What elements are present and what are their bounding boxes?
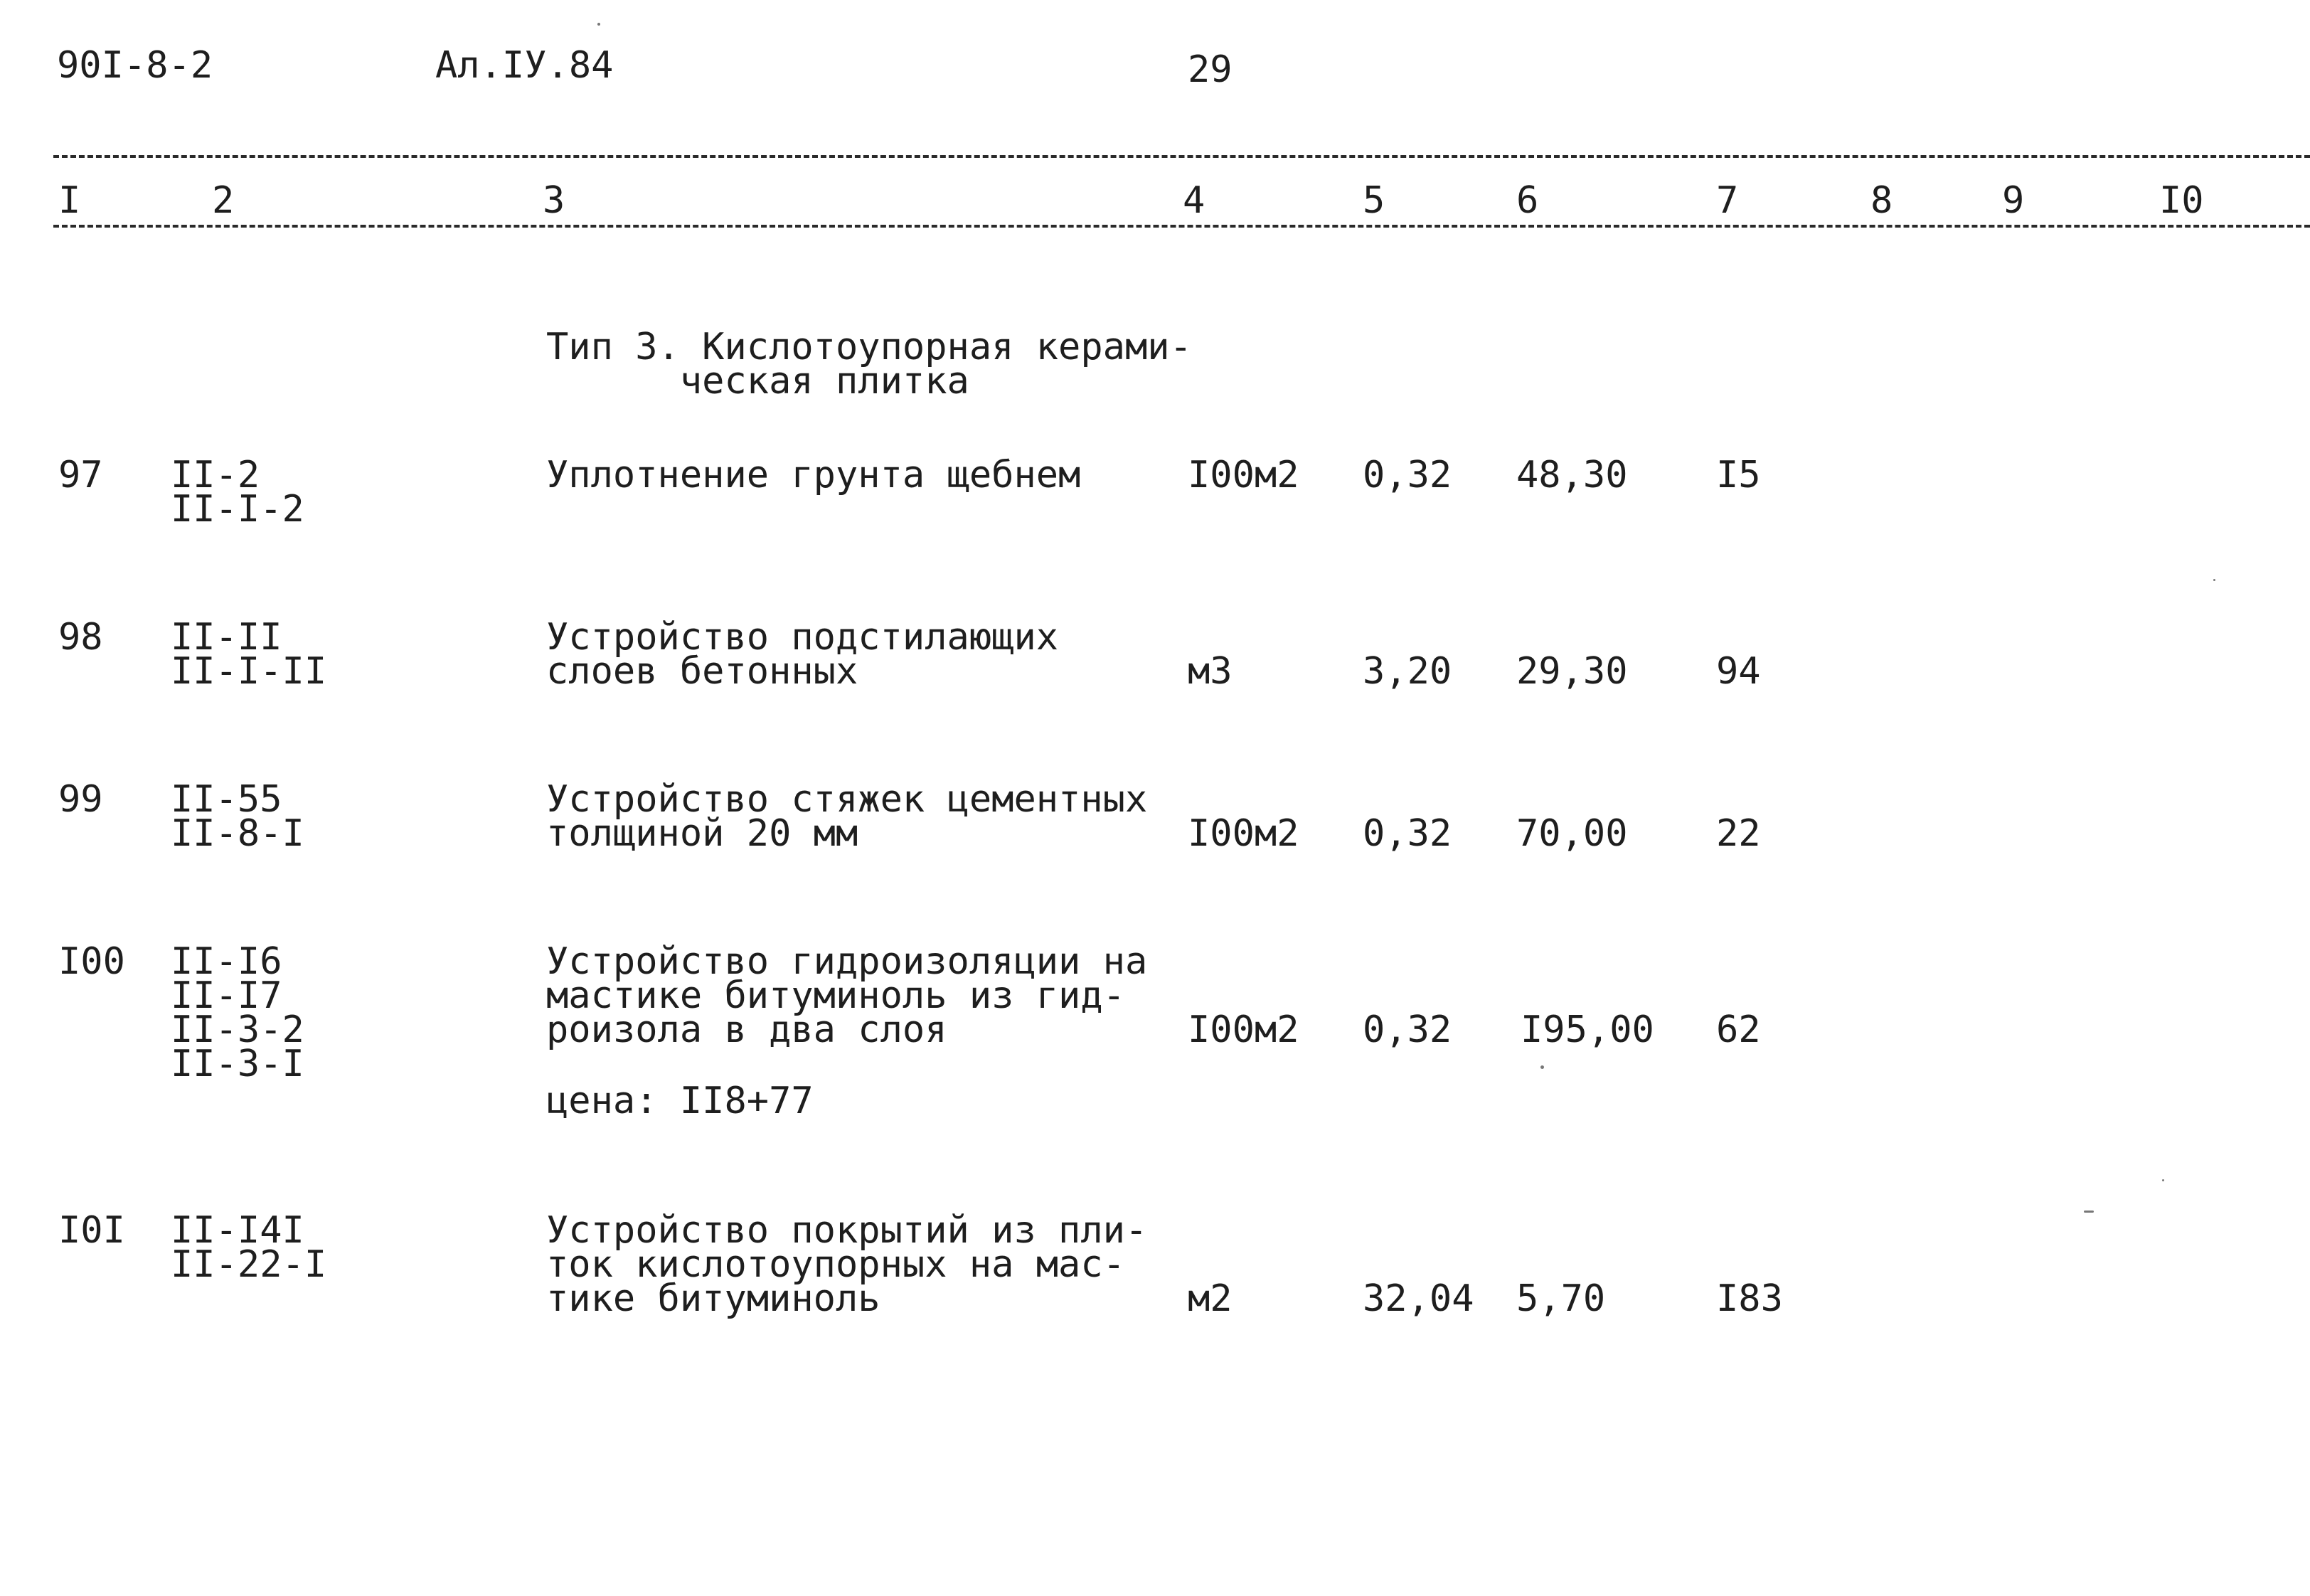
column-number-2: 2: [212, 179, 235, 222]
row-total: 94: [1716, 650, 1761, 693]
row-unit-price: I95,00: [1521, 1009, 1654, 1051]
column-number-1: I: [58, 179, 81, 222]
row-number: 99: [58, 778, 103, 821]
row-code: II-3-2: [171, 1009, 304, 1051]
row-description: мастике битуминоль из гид-: [546, 974, 1125, 1017]
row-description: толщиной 20 мм: [546, 812, 858, 855]
row-description: Устройство гидроизоляции на: [546, 940, 1148, 983]
row-code: II-I4I: [171, 1209, 304, 1252]
row-description: Уплотнение грунта щебнем: [546, 454, 1081, 496]
document-code: 90I-8-2: [57, 44, 213, 87]
row-description: слоев бетонных: [546, 650, 858, 693]
row-description: Устройство покрытий из пли-: [546, 1209, 1148, 1252]
row-total: 62: [1716, 1009, 1761, 1051]
row-description: тике битуминоль: [546, 1277, 880, 1320]
row-total: 22: [1716, 812, 1761, 855]
row-code: II-I-II: [171, 650, 327, 693]
row-code: II-I6: [171, 940, 282, 983]
section-title-line-1: Тип 3. Кислотоупорная керами-: [546, 326, 1192, 368]
row-code: II-I7: [171, 974, 282, 1017]
row-total: I83: [1716, 1277, 1783, 1320]
row-description: ток кислотоупорных на мас-: [546, 1243, 1125, 1286]
column-number-6: 6: [1516, 179, 1539, 222]
scan-speck: [597, 23, 600, 26]
scan-speck: [2084, 1211, 2094, 1213]
row-code: II-2: [171, 454, 260, 496]
page-number: 29: [1188, 48, 1233, 91]
row-code: II-22-I: [171, 1243, 327, 1286]
column-number-10: I0: [2159, 179, 2204, 222]
row-unit-price: 48,30: [1516, 454, 1628, 496]
column-number-9: 9: [2002, 179, 2025, 222]
row-code: II-I-2: [171, 488, 304, 531]
scan-speck: [2162, 1179, 2164, 1181]
album-reference: Ал.IУ.84: [435, 44, 614, 87]
row-number: 98: [58, 616, 103, 659]
row-unit: м3: [1188, 650, 1233, 693]
row-description: роизола в два слоя: [546, 1009, 947, 1051]
section-title-line-2: ческая плитка: [546, 360, 969, 403]
row-code: II-3-I: [171, 1043, 304, 1085]
column-number-3: 3: [543, 179, 565, 222]
row-unit: I00м2: [1188, 454, 1299, 496]
row-unit: I00м2: [1188, 1009, 1299, 1051]
row-quantity: 0,32: [1363, 812, 1452, 855]
header-rule-top: [53, 155, 2310, 158]
row-number: 97: [58, 454, 103, 496]
row-quantity: 0,32: [1363, 1009, 1452, 1051]
row-number: I0I: [58, 1209, 125, 1252]
scan-speck: [1540, 1065, 1544, 1069]
column-number-8: 8: [1870, 179, 1893, 222]
row-unit-price: 5,70: [1516, 1277, 1606, 1320]
column-number-5: 5: [1363, 179, 1385, 222]
header-rule-bottom: [53, 225, 2310, 228]
row-quantity: 3,20: [1363, 650, 1452, 693]
row-description: Устройство стяжек цементных: [546, 778, 1148, 821]
row-code: II-55: [171, 778, 282, 821]
scan-speck: [2213, 579, 2215, 581]
row-description: Устройство подстилающих: [546, 616, 1059, 659]
row-price-note: цена: II8+77: [546, 1080, 814, 1122]
column-number-4: 4: [1183, 179, 1205, 222]
row-quantity: 32,04: [1363, 1277, 1474, 1320]
row-total: I5: [1716, 454, 1761, 496]
row-number: I00: [58, 940, 125, 983]
row-quantity: 0,32: [1363, 454, 1452, 496]
row-code: II-8-I: [171, 812, 304, 855]
row-code: II-II: [171, 616, 282, 659]
row-unit-price: 70,00: [1516, 812, 1628, 855]
row-unit: I00м2: [1188, 812, 1299, 855]
row-unit-price: 29,30: [1516, 650, 1628, 693]
column-number-7: 7: [1716, 179, 1739, 222]
row-unit: м2: [1188, 1277, 1233, 1320]
